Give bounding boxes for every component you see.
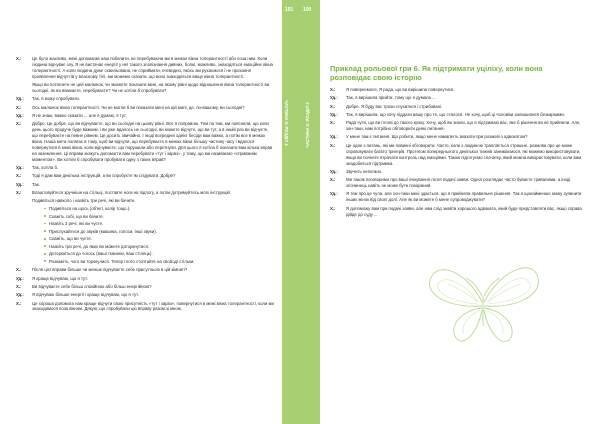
dialogue-line [16,301,274,313]
dialogue-text: Так. [32,181,40,187]
dialogue-text: Влаштовуйтеся зручніше на стільці, поставте ноги на підлогу, а потім дотримуйтесь моїх інструкцій. [32,190,232,196]
speaker-label: Х.: [330,177,336,183]
dialogue-text: Я краще відчуваю, що я тут. [32,275,88,281]
exercise-step: Розкажіть, чого ви торкнулися. Тепер глото стоптайте на свободі стільки. [44,259,274,265]
dialogue-line [16,292,274,298]
speaker-label: Х.: [16,56,22,61]
dialogue-line [16,56,274,80]
dialogue-line [16,284,274,290]
exercise-step: Доторкніться до чогось (ваші тканини, ваш стілець). [44,251,274,257]
dialogue-text: Ми також поговоримо про ваші очікування після подачі заяви. Одної розглядає часто буваєте тривалими, а іноді злочинець навіть не може бути покараний. [346,177,571,189]
dialogue-line [330,143,582,167]
speaker-label: Уд.: [16,275,24,281]
speaker-label: Уд.: [330,168,338,174]
dialogue-line [16,190,274,196]
dialogue-line [16,267,274,273]
exercise-step: Скажіть собі, що ви бачите. [44,214,274,220]
dialogue-text: Тоді я дам вам декілька інструкцій, а ви спробуєте їм слідувати. Добре? [32,173,176,179]
left-side-label: ЧАСТИНА 5: РОЗДІЛ 4 [284,100,289,146]
speaker-label: Уд.: [330,134,338,140]
dialogue-text: Так, хотіла б. [32,165,59,171]
right-page-number: 100 [303,7,312,13]
exercise-step: Прислухайтеся до звуків (машина, голоси, інші звуки). [44,229,274,235]
dialogue-text: Так, я можу спробувати. [32,96,81,102]
butterfly-antenna-right [484,278,500,296]
dialogue-line [330,104,582,110]
dialogue-text: Так, я вирішила, що хочу піддати вашу про те, що сталося. Не хочу, щоб ці чоловіки залишилися безкарними. [346,111,565,117]
dialogue-text: Після цієї вправи більше чи менше відчуваєте себе присутньою в цій кімнаті? [32,267,188,273]
speaker-label: Х.: [16,267,22,273]
speaker-label: Х.: [330,142,336,148]
dialogue-text: Ви відчуваєте себе більш спокійною або більш енергійною? [32,283,152,289]
left-page-number: 101 [285,7,294,13]
dialogue-text: Ось малюнок вікна толерантності. Чи не могли б ви показати мені на цій мапі, де, по-вашому, ви сьогодні? [32,104,245,110]
speaker-label: Х.: [16,300,22,306]
dialogue-line [330,191,582,203]
speaker-label: Уд.: [16,181,24,187]
dialogue-line [330,169,582,175]
right-dialogue [330,87,582,220]
dialogue-text: Так, я вирішила прийти, тому що я думала ... [346,95,436,101]
dialogue-line [16,173,274,179]
speaker-label: Х.: [16,104,22,110]
speaker-label: Х.: [16,121,22,127]
speaker-label: Х.: [16,283,22,289]
exercise-step: Назвіть три речі, до яких ви можете доторкнутися. [44,244,274,250]
dialogue-text: Я повернемося. Я рада, що ви вирішили повернутися. [346,87,455,92]
butterfly-illustration [418,244,544,366]
butterfly-lower-left-wing [454,308,482,341]
dialogue-line [16,96,274,102]
dialogue-line [16,82,274,94]
dialogue-line [330,206,582,218]
dialogue-text: Добре. Я буду вас трохи слухатися і стрибовані. [346,103,443,109]
dialogue-line [16,165,274,171]
speaker-label: Уд.: [330,191,338,197]
speaker-label: Х.: [330,87,336,92]
exercise-instruction: Подивіться навколо і назвіть три речі, які ви бачите. [32,198,136,204]
speaker-label [16,82,32,94]
speaker-label: Уд.: [16,96,24,102]
dialogue-line [16,182,274,188]
speaker-label: Уд.: [330,111,338,117]
dialogue-line [330,95,582,101]
dialogue-line [330,177,582,189]
dialogue-text: Це хороша допомога нам краще відчути свою присутність «тут і зараз», повернутися в межі вікна толерантності, коли ми знаходимося поза вікном. Дякую, що спробували цю вправу разом зі мною. [32,300,274,312]
dialogue-text: Якщо ви потягнете не цей малюнок, чи зможете показати мені, на якому рівні щодо відношення вікна толерантності ви сьогодні, як ви вважаєте, перебуваєте? Чи не хотіли б спробувати? [32,82,270,93]
speaker-label: Х.: [330,120,336,126]
dialogue-text: У мене там є питання. Що робити, якщо мене намагачть вказати при розмові з адвокатом? [346,134,528,140]
speaker-label: Уд.: [16,112,24,118]
right-green-band [300,0,320,424]
dialogue-line [16,105,274,111]
dialogue-line [330,120,582,132]
speaker-label: Уд.: [330,95,338,101]
butterfly-lower-right-wing [484,308,512,342]
speaker-label: Х.: [16,173,22,179]
exercise-steps [44,206,274,265]
dialogue-line [330,112,582,118]
left-green-band [282,0,300,424]
speaker-label: Х.: [16,190,22,196]
speaker-label: Х.: [330,103,336,109]
dialogue-text: Я відчуваю більше енергії і краще відчуваю, що я тут. [32,292,139,298]
speaker-label: Уд.: [16,292,24,298]
dialogue-line [330,134,582,140]
dialogue-text: Я не знаю, важко сказати ... але я думаю, я тут. [32,112,127,118]
butterfly-upper-left-wing [430,270,482,307]
butterfly-antenna-left [466,278,482,296]
left-dialogue [16,56,274,315]
dialogue-line [16,276,274,282]
speaker-label: Уд.: [16,165,24,171]
exercise-step: Подивіться на щось (об'ект, колір тощо.). [44,206,274,212]
section-title: Приклад рольової гри 6. Як підтримати уціліху, коли вона розповідає свою історію [330,64,543,83]
dialogue-text: Звучить непогано. [346,168,383,174]
exercise-step: Назвіть 3 речі, які ви чуєте. [44,221,274,227]
dialogue-text: Це одне з питань, які ми повинні обговорити. Часто, коли з людиною трапляється страшне, розмова про це може спровокувати багато тригерів. Протягом попередньогого декількох тижнів занимаємося, які можемо використовувати, якщо ви почнете втрачати контроль над емоціями. Також підготуємо спочатку, який можна використовувати, коли вам знадобиться підтримка. [346,142,582,166]
speaker-label: Х.: [330,205,336,211]
right-side-label: ЧАСТИНА 5: РОЗДІЛ 4 [305,102,310,148]
dialogue-line [16,121,274,162]
dialogue-line [16,113,274,119]
dialogue-text: Я теж про це чула, але хоч-таки мені здається, що я прийняла правильне рішення. Так я щонайменше можу зупинити інших жінок від своєї долі. Але як ви можете б мене супроводжувати? [346,191,582,203]
dialogue-text: Добре. Це добре, що ви відчуваєте, що ви сьогодні на цьому рівні. Все я поправлю. Тем па тим, ми поясняли, що коли день цього продуче буде важким, і ви уже вдалось не сьогодні, ви можете відчуте, що ви тут, а в іншій раз ви відчуєте, що перебуваєте на певне рівнем. Це досить звичайно. І іноді всередині однієї бесіди вам важко, а потім все в межах вікна. Наша мета полягає в тому, щоб ви відчули, що перебуваєте в межах вікна більшу частину часу і вдалося повернутися в межі вікна, коли відчуваєте, що порушили або перетнули. Для цього я хотіла б показати вам кілька вправ на заземлення. Ці вправи можуть допомогти вам перебувати «тут і зараз», у тому, що ми називаємо «справжнім моментом». Ви хотіли б спробувати пробувати одну з таких вправ? [32,121,273,162]
dialogue-text: Я допоможу вам при подачі заяви, але нам слід знайти хорошого адвоката, який буде представляти вас, якщо справа дійде до суду ... [346,205,582,217]
exercise-step: Скажіть, що ви чуєте. [44,236,274,242]
dialogue-text: Це було жахливо, мені допомагав наш побачити, не перебуваючи ми в межах вікна толерантності або поза ним. Коли людина відчуває злу, Я не вистачає енергії у неї такого злопізнання дивних, болю, можливо, знаходяться емоційне вікна толерантності. А коли людина дуже схвильована, не сприймати, очевидно, якось ми рухаємося і не прохання проявлення відчуттів у власному тілі, ми можемо сказати, що воно знаходиться вище вікна толерантності. [32,56,273,79]
dialogue-line [330,87,582,93]
dialogue-text: Рада чути, що ви готові до такого кроку. Хочу, щоб ви знали, що я підтримаю вас, яке б рішення ви не прийняли. Але, зон-таки, нам потрібно обговорити деякі питання. [346,120,581,132]
